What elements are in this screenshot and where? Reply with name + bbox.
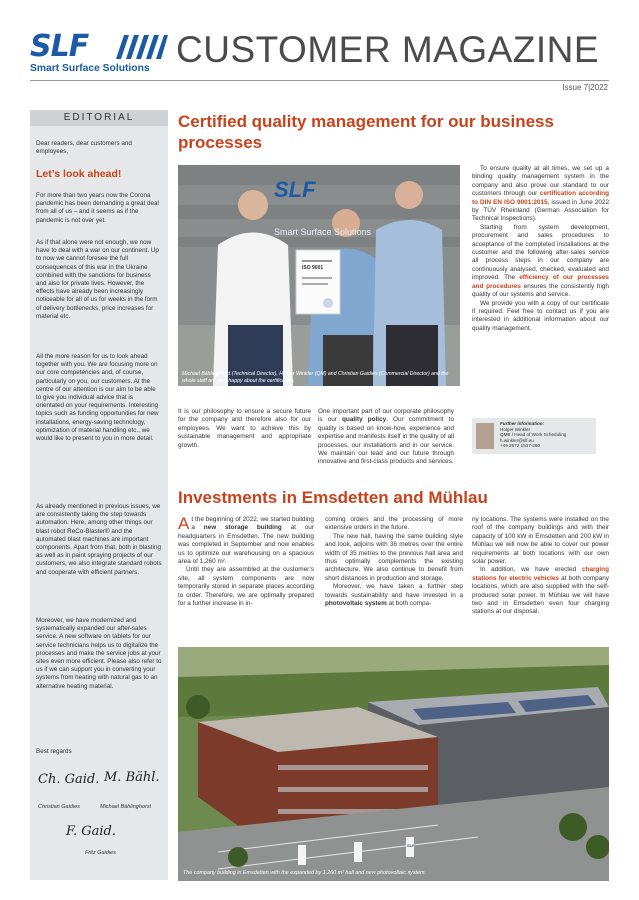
photo-caption: Michael Bählinghorst (Technical Director), Holger Winkler (QM) and Christian Gaidies (Commercial Director) and the whole staff are very happy about the certification. (182, 371, 449, 384)
editorial-headline: Let’s look ahead! (36, 168, 122, 180)
article1-col1-text: It is our philosophy to ensure a secure future for the company and therefore also for our employees. We want to achieve this by sustainable management and appropriate growth. (178, 408, 311, 449)
charging-stations-highlight: charging stations for electric vehicles (472, 566, 609, 582)
editorial-greeting: Dear readers, dear customers and employees, (36, 140, 132, 156)
efficiency-highlight: efficiency of our processes and procedures (472, 274, 609, 290)
team-photo-illustration (178, 165, 460, 386)
drop-cap: A (178, 514, 190, 533)
signature-baehlinghorst: M. Bähl. (104, 770, 160, 785)
signature-name: Christian Gaidies (38, 804, 80, 810)
editorial-paragraph: For more than two years now the Corona pandemic has been demanding a great deal from all of us – and it seems as if the pandemic is not over yet. (36, 192, 159, 224)
article2-col2-text: The new hall, having the same building style and look, adjoins with 36 metres over the entire width of 35 metres to the previous hall area and thus optimally complements the existing architecture. We also continue to benefit from short distances in production and storage. (325, 532, 463, 582)
editorial-paragraph: All the more reason for us to look ahead together with you. We are focusing more on our core competencies and, of course, particularly on you, our customers. At the centre of our attention is our aim to be able to give you individual advice that is orientated on your requirements. Interesting topics such as funding opportunities for new installations, energy-saving technology, optimization of material handling etc., we would like to present to you in more detail. (36, 353, 159, 443)
logo-subtitle: Smart Surface Solutions (30, 63, 150, 74)
article1-column1 (178, 408, 311, 450)
article-title: Certified quality management for our business processes (178, 112, 554, 152)
slf-logo (30, 29, 170, 80)
article2-col1-text: at our headquarters in Emsdetten. The new building was completed in September and now enables us to optimize our warehousing on a spacious area of 1,260 m². (178, 524, 314, 566)
article-title: Investments in Emsdetten and Mühlau (178, 488, 488, 507)
article1-column3 (472, 165, 609, 333)
article1-column2 (318, 408, 454, 467)
photo-caption: The company building in Emsdetten with the expanded by 1,260 m² hall and new photovoltaic system. (183, 870, 427, 876)
signature-fritz: F. Gaid. (66, 824, 117, 839)
building-aerial-photo (178, 647, 609, 881)
info-email[interactable]: h.winkler@slf.eu (500, 437, 534, 443)
team-photo (178, 165, 460, 386)
quality-policy-highlight: quality policy (342, 416, 387, 424)
article1-col3-text: We provide you with a copy of our certificate if required. Feel free to contact us if you are interested in additional information about our quality management. (472, 299, 609, 332)
magazine-title: CUSTOMER MAGAZINE (176, 29, 600, 70)
issue-number: Issue 7|2022 (562, 83, 608, 92)
photo-slf-logo: SLF (274, 177, 316, 202)
article1-col2-text: One important part of our corporate philosophy is our (318, 408, 454, 424)
signature-gaidies: Ch. Gaid. (38, 772, 100, 787)
editorial-paragraph: As if that alone were not enough, we now have to deal with a war on our continent. Up to now we cannot foresee the full consequences of this war in the Ukraine combined with the sanctions for business and also for private lives. However, the effects have already been increasingly noticeable for all of us for weeks in the form of delivery bottlenecks, price increases for material etc. (36, 239, 159, 320)
storage-building-highlight: new storage building (203, 524, 282, 532)
article2-col2-text: at both compa- (386, 600, 432, 608)
further-information-box (472, 418, 596, 454)
editorial-paragraph: As already mentioned in previous issues, we are consistently taking the step towards automation. Here, among other things our blast robot ReCo-Blaster® and the automated blast machines are important components. Apart from that, both in blasting as well as in paint spraying projects of our customers, we also integrate standard robots and cooperate with efficient partners. (36, 503, 162, 576)
article2-col2-text: Moreover, we have taken a further step towards sustainability and have invested in a (325, 583, 463, 599)
info-role: QMB / Head of Work Scheduling (500, 432, 567, 438)
article2-col3-text: ny locations. The systems were installed on the roof of the company buildings and with their capacity of 100 kW in Emsdetten and 200 kW in Mühlau we will now be able to cover our power requirements at both locations with our own solar power. (472, 516, 609, 566)
logo-slash-bars-icon (116, 35, 168, 59)
article2-column3 (472, 516, 609, 617)
editorial-sidebar (30, 110, 168, 880)
info-title: Further information: (500, 421, 545, 426)
logo-mark: SLF (30, 29, 89, 64)
photo-wall-text: Smart Surface Solutions (274, 227, 372, 237)
article2-column2 (325, 516, 463, 608)
article2-col3-text: at both company locations, which are also supplied with the self-produced solar power. In Mühlau we will have two and in Emsdetten even four charging stations at our disposal. (472, 574, 609, 616)
certification-highlight: certification according to DIN EN ISO 9001:2015 (472, 190, 609, 206)
article2-column1 (178, 516, 314, 608)
article2-col2-text: coming orders and the processing of more extensive orders in the future. (325, 516, 463, 532)
article1-col3-text: , issued in June 2022 by TÜV Rheinland (German Association for Technical Inspections). (472, 198, 609, 223)
signature-name: Michael Bählinghorst (100, 804, 152, 810)
editorial-paragraph: Moreover, we have modernized and systematically expanded our after-sales service. A new software on tablets for our service technicians helps us to digitalize the processes and make the service jobs at your sites even more efficient. Please also refer to us if we can support you in converting your systems from heating with natural gas to an alternative heating material. (36, 617, 162, 690)
contact-details (500, 421, 566, 449)
article1-col2-text: . Our commitment to quality is based on know-how, experience and expertise and manifests itself in the quality of all processes, our installations and in our service. We maintain our lead and our future through innovative and first-class products and services. (318, 416, 455, 466)
photovoltaic-highlight: photovoltaic system (325, 600, 387, 608)
article1-col3-text: Starting from system development, procurement and sales procedures to acceptance of the completed installations at the customer and the following after-sales service all process steps in our company are continuously analysed, checked, evaluated and improved. The (472, 223, 609, 282)
header-rule (30, 80, 609, 81)
article2-col1-text: Until they are assembled at the customer’s site, all system components are now temporarily stored in separate places according to order. Therefore, we are optimally prepared for a further increase in in- (178, 566, 314, 608)
info-phone: +49 2572 1537-260 (500, 443, 540, 449)
article1-col3-text: To ensure quality at all times, we set up a binding quality management system in the company and also prove our standard to our customers through our (472, 165, 609, 198)
article2-col1-text: t the beginning of 2022, we started building a (191, 516, 314, 532)
certificate-title: ISO 9001 (302, 265, 324, 271)
flag-label: SLF (407, 843, 415, 848)
article2-col3-text: In addition, we have erected (480, 566, 582, 574)
info-name: Holger Winkler (500, 426, 531, 432)
contact-avatar (476, 423, 494, 449)
signature-name: Fritz Gaidies (85, 850, 116, 856)
editorial-label: EDITORIAL (30, 110, 168, 126)
building-aerial-illustration (178, 647, 609, 881)
closing-text: Best regards (36, 748, 72, 755)
article1-col3-text: ensures the consistently high quality of our systems and service. (472, 282, 609, 299)
